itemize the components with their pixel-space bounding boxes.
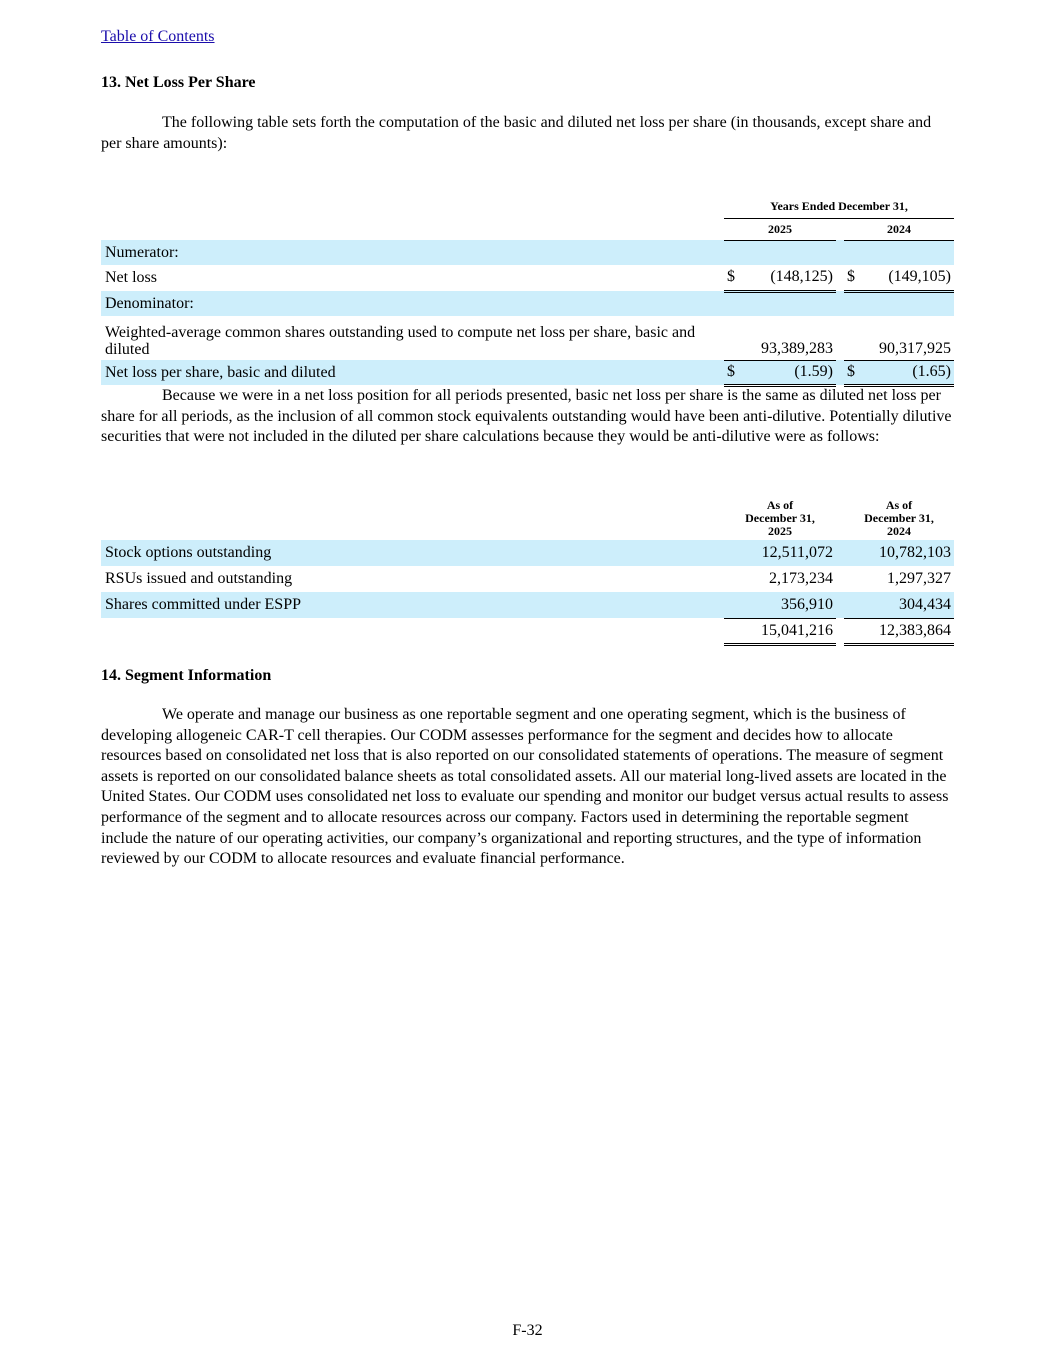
- column-header-2025: 2025: [724, 218, 836, 240]
- weighted-shares-2024: 90,317,925: [844, 316, 954, 360]
- table-row: [101, 592, 954, 618]
- dollar-sign: $: [724, 265, 744, 291]
- column-header-2024-line1: As of: [885, 498, 913, 512]
- segment-information-paragraph: We operate and manage our business as one reportable segment and one operating segment, which is the business of developing allogeneic CAR-T cell therapies. Our CODM assesses performance for the segment and decides how to allocate resources based on consolidated net loss that is also reported on our consolidated statements of operations. The measure of segment assets is reported on our consolidated balance sheets as total consolidated assets. All our material long-lived assets are located in the United States. Our CODM uses consolidated net loss to evaluate our spending and monitor our budget versus actual results to assess performance of the segment and to allocate resources across our company. Factors used in determining the reportable segment include the nature of our operating activities, our company’s organizational and reporting structures, and the type of information reviewed by our CODM to allocate resources and evaluate financial performance.: [101, 706, 949, 868]
- column-header-2024-line3: 2024: [887, 524, 911, 538]
- column-header-2025: [724, 496, 836, 540]
- dollar-sign: $: [844, 265, 864, 291]
- net-loss-2024: (149,105): [864, 265, 954, 291]
- total-2024: 12,383,864: [844, 618, 954, 644]
- column-header-2025-line2: December 31,: [745, 511, 815, 525]
- table-row: [101, 540, 954, 566]
- column-header-2024: [844, 496, 954, 540]
- row-label: RSUs issued and outstanding: [105, 570, 293, 587]
- section-13-title: 13. Net Loss Per Share: [101, 74, 256, 91]
- weighted-shares-2025: 93,389,283: [724, 316, 836, 360]
- column-header-2025-line1: As of: [766, 498, 794, 512]
- net-loss-per-share-label: Net loss per share, basic and diluted: [105, 363, 336, 381]
- section-13-intro: The following table sets forth the computation of the basic and diluted net loss per share (in thousands, except share and per share amounts):: [101, 114, 932, 152]
- row-label: Stock options outstanding: [105, 544, 272, 561]
- column-header-2025-line3: 2025: [768, 524, 792, 538]
- table-total-row: [101, 618, 954, 644]
- anti-dilutive-securities-table: [101, 496, 954, 646]
- years-ended-header: Years Ended December 31,: [724, 196, 954, 218]
- row-value-2024: 1,297,327: [887, 570, 951, 587]
- numerator-label: Numerator:: [105, 243, 179, 261]
- anti-dilutive-paragraph: Because we were in a net loss position for all periods presented, basic net loss per share is the same as diluted net loss per share for all periods, as the inclusion of all common stock equivalents outstanding would have been anti-dilutive. Potentially dilutive securities that were not included in the diluted per share calculations because they would be anti-dilutive were as follows:: [101, 387, 952, 446]
- net-loss-per-share-table: [101, 176, 954, 387]
- page-number: F-32: [512, 1322, 543, 1339]
- weighted-average-shares-label: Weighted-average common shares outstanding used to compute net loss per share, basic and diluted: [105, 324, 696, 358]
- table-of-contents-link[interactable]: Table of Contents: [101, 28, 215, 45]
- row-value-2024: 10,782,103: [879, 544, 951, 561]
- column-header-2024: 2024: [844, 218, 954, 240]
- row-label: Shares committed under ESPP: [105, 595, 301, 613]
- dollar-sign: $: [844, 360, 864, 385]
- row-value-2025: 12,511,072: [761, 544, 833, 561]
- table-row: [101, 566, 954, 592]
- total-2025: 15,041,216: [724, 618, 836, 644]
- eps-2024: (1.65): [864, 360, 954, 385]
- row-value-2025: 2,173,234: [769, 570, 833, 587]
- denominator-label: Denominator:: [105, 294, 194, 312]
- section-14-title: 14. Segment Information: [101, 667, 272, 684]
- row-value-2025: 356,910: [724, 592, 836, 618]
- net-loss-label: Net loss: [105, 269, 157, 286]
- eps-2025: (1.59): [744, 360, 836, 385]
- column-header-2024-line2: December 31,: [864, 511, 934, 525]
- row-value-2024: 304,434: [844, 592, 954, 618]
- net-loss-2025: (148,125): [744, 265, 836, 291]
- dollar-sign: $: [724, 360, 744, 385]
